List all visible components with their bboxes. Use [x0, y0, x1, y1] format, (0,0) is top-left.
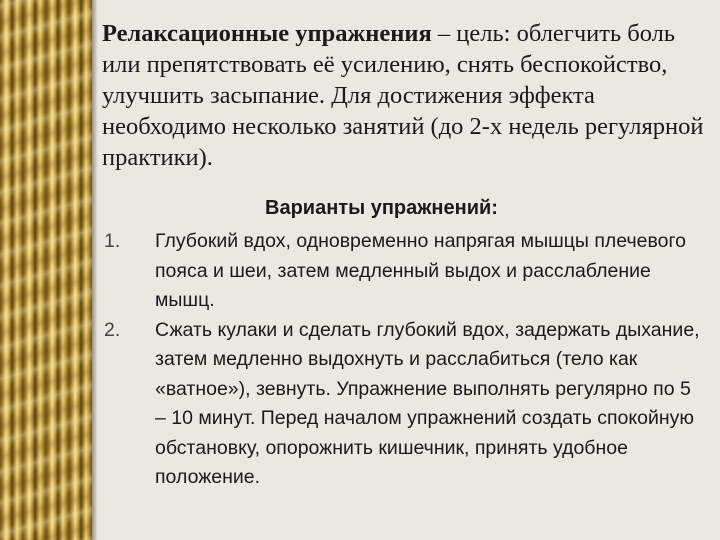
exercise-text: Глубокий вдох, одновременно напрягая мышцы плечевого пояса и шеи, затем медленный выдох и расслабление мышц. [155, 230, 686, 311]
intro-body: – цель: облегчить боль или препятствовать её усилению, снять беспокойство, улучшить засыпание. Для достижения эффекта необходимо несколько занятий (до 2-х недель регулярной практики). [102, 20, 704, 171]
intro-bold-lead: Релаксационные упражнения [102, 20, 432, 47]
intro-paragraph [102, 18, 712, 173]
exercise-item [104, 316, 704, 493]
exercise-number: 1. [104, 230, 121, 252]
border-shadow [92, 0, 98, 540]
exercise-text: Сжать кулаки и сделать глубокий вдох, задержать дыхание, затем медленно выдохнуть и расслабиться (тело как «ватное»), зевнуть. Упражнение выполнять регулярно по 5 – 10 минут. Перед началом упражнений создать спокойную обстановку, опорожнить кишечник, принять удобное положение. [155, 318, 700, 488]
decorative-gold-border [0, 0, 92, 540]
exercise-item [104, 227, 704, 316]
variants-heading: Варианты упражнений: [265, 197, 498, 219]
exercise-list [104, 227, 704, 493]
exercise-number: 2. [104, 318, 121, 341]
